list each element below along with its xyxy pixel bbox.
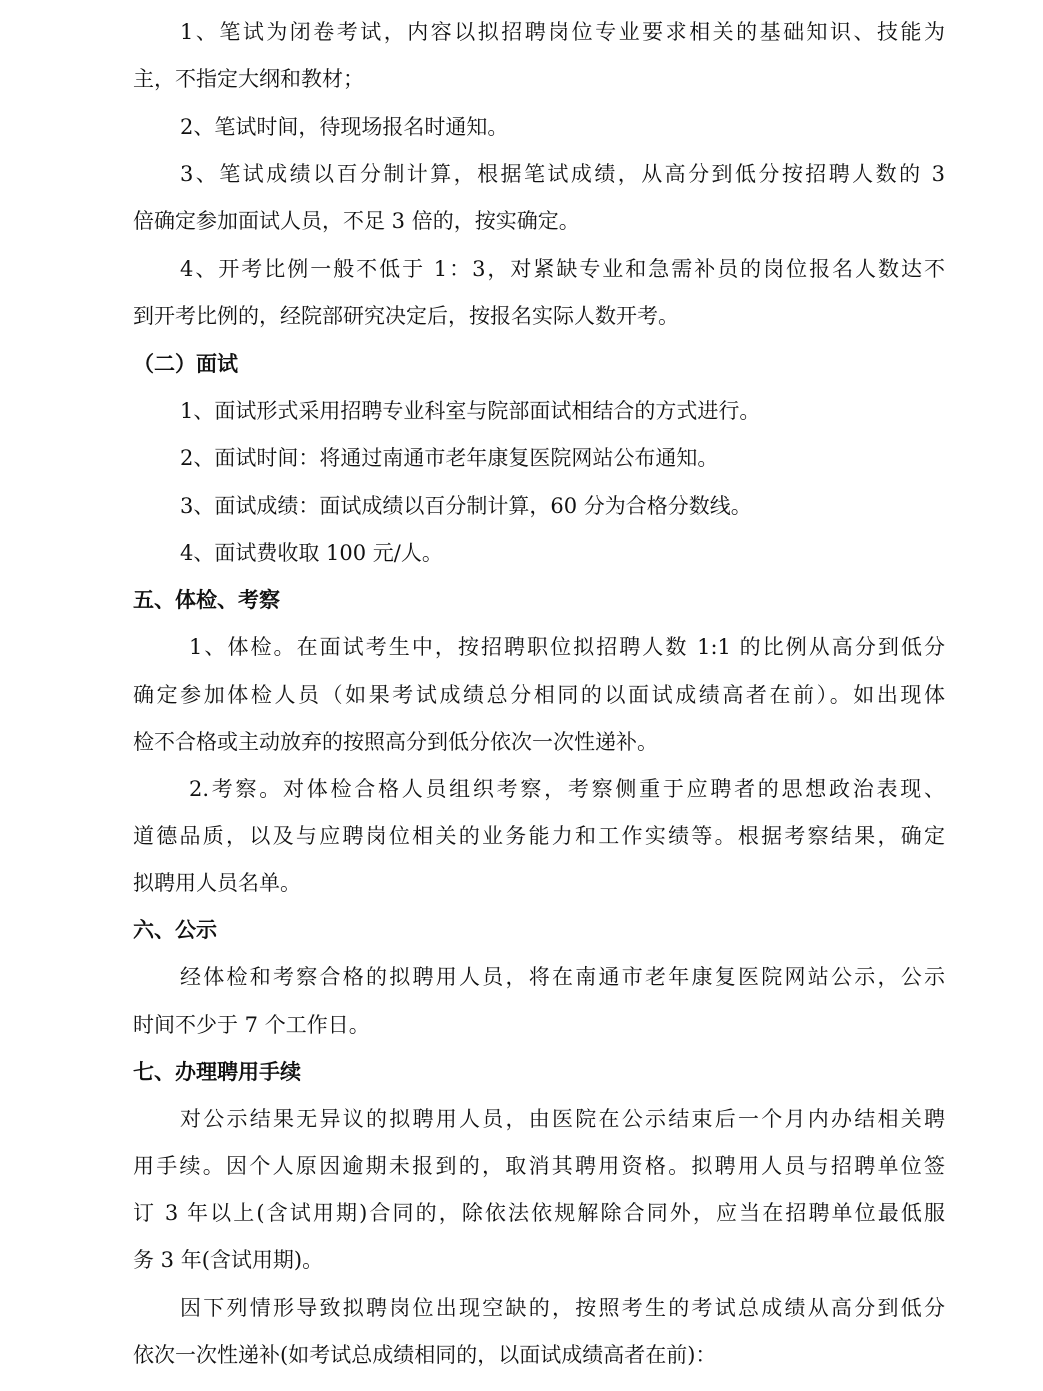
- paragraph-line: 3、面试成绩：面试成绩以百分制计算，60 分为合格分数线。: [180, 494, 752, 518]
- paragraph-line: 2.考察。对体检合格人员组织考察，考察侧重于应聘者的思想政治表现、: [189, 777, 945, 801]
- paragraph-line: 1、面试形式采用招聘专业科室与院部面试相结合的方式进行。: [180, 399, 761, 423]
- paragraph-line: 拟聘用人员名单。: [133, 871, 301, 895]
- paragraph-line: 4、面试费收取 100 元/人。: [180, 541, 443, 565]
- paragraph-line: 订 3 年以上(含试用期)合同的，除依法依规解除合同外，应当在招聘单位最低服: [133, 1201, 945, 1225]
- paragraph-line: 务 3 年(含试用期)。: [133, 1248, 324, 1272]
- paragraph-line: 依次一次性递补(如考试总成绩相同的，以面试成绩高者在前)：: [133, 1343, 717, 1367]
- paragraph-line: 道德品质，以及与应聘岗位相关的业务能力和工作实绩等。根据考察结果，确定: [133, 824, 945, 848]
- section-heading: 七、办理聘用手续: [133, 1060, 301, 1084]
- paragraph-line: 倍确定参加面试人员，不足 3 倍的，按实确定。: [133, 209, 580, 233]
- paragraph-line: 到开考比例的，经院部研究决定后，按报名实际人数开考。: [133, 304, 679, 328]
- paragraph-line: 确定参加体检人员（如果考试成绩总分相同的以面试成绩高者在前）。如出现体: [133, 683, 945, 707]
- paragraph-line: 3、笔试成绩以百分制计算，根据笔试成绩，从高分到低分按招聘人数的 3: [180, 162, 945, 186]
- paragraph-line: 1、笔试为闭卷考试，内容以拟招聘岗位专业要求相关的基础知识、技能为: [180, 20, 945, 44]
- paragraph-line: 用手续。因个人原因逾期未报到的，取消其聘用资格。拟聘用人员与招聘单位签: [133, 1154, 945, 1178]
- paragraph-line: 检不合格或主动放弃的按照高分到低分依次一次性递补。: [133, 730, 658, 754]
- paragraph-line: 2、笔试时间，待现场报名时通知。: [180, 115, 509, 139]
- section-heading: （二）面试: [133, 352, 238, 376]
- paragraph-line: 1、体检。在面试考生中，按招聘职位拟招聘人数 1:1 的比例从高分到低分: [189, 635, 945, 659]
- paragraph-line: 主，不指定大纲和教材；: [133, 67, 364, 91]
- paragraph-line: 4、开考比例一般不低于 1：3，对紧缺专业和急需补员的岗位报名人数达不: [180, 257, 945, 281]
- paragraph-line: 对公示结果无异议的拟聘用人员，由医院在公示结束后一个月内办结相关聘: [180, 1107, 945, 1131]
- paragraph-line: 经体检和考察合格的拟聘用人员，将在南通市老年康复医院网站公示，公示: [180, 965, 945, 989]
- paragraph-line: 因下列情形导致拟聘岗位出现空缺的，按照考生的考试总成绩从高分到低分: [180, 1296, 945, 1320]
- section-heading: 六、公示: [133, 918, 217, 942]
- section-heading: 五、体检、考察: [133, 588, 280, 612]
- paragraph-line: 2、面试时间：将通过南通市老年康复医院网站公布通知。: [180, 446, 719, 470]
- paragraph-line: 时间不少于 7 个工作日。: [133, 1013, 370, 1037]
